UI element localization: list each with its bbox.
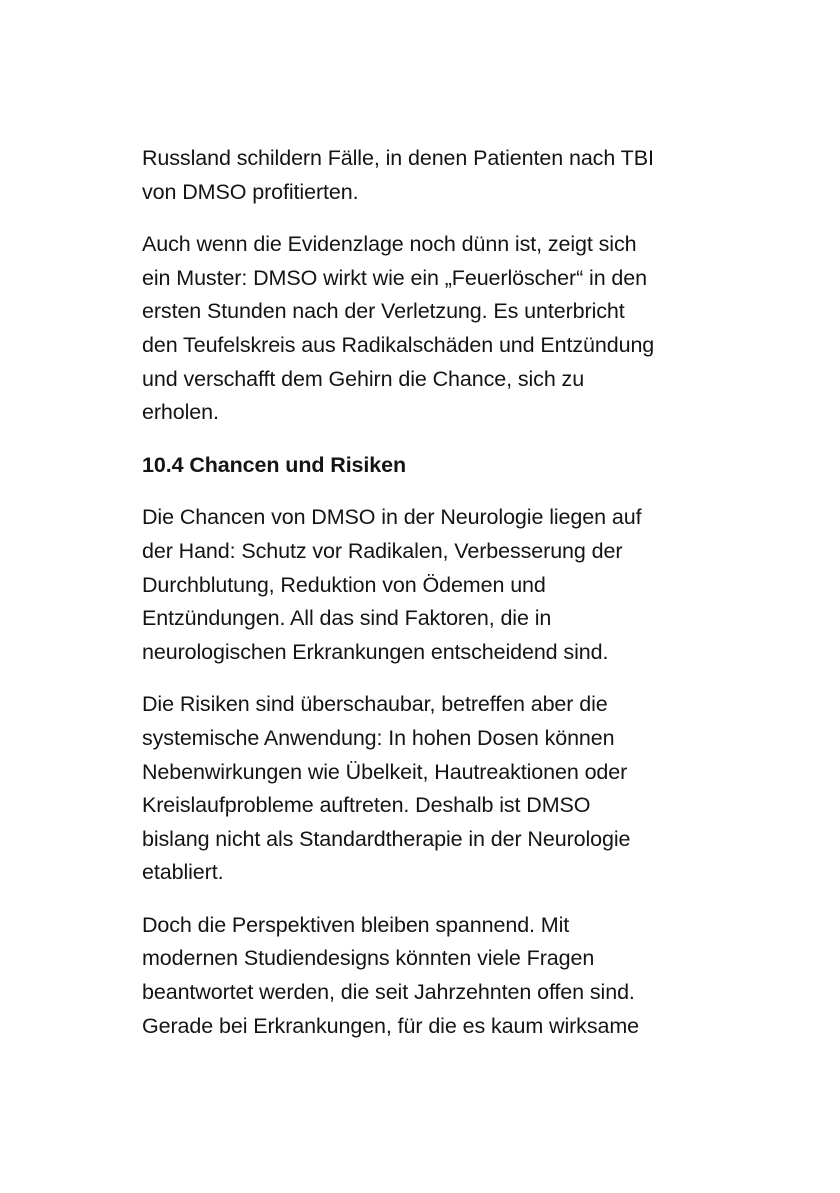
text-line: neurologischen Erkrankungen entscheidend sind.	[142, 639, 609, 664]
text-line: systemische Anwendung: In hohen Dosen können	[142, 725, 615, 750]
text-line: von DMSO profitierten.	[142, 179, 359, 204]
text-line: Russland schildern Fälle, in denen Patienten nach TBI	[142, 146, 654, 170]
text-line: modernen Studiendesigns könnten viele Fragen	[142, 946, 595, 971]
text-line: Kreislaufprobleme auftreten. Deshalb ist DMSO	[142, 793, 591, 818]
text-line: den Teufelskreis aus Radikalschäden und Entzündung	[142, 332, 655, 357]
text-line: Doch die Perspektiven bleiben spannend. Mit	[142, 912, 570, 937]
paragraph-evidence	[142, 228, 712, 430]
text-line: ersten Stunden nach der Verletzung. Es unterbricht	[142, 299, 625, 324]
text-line: Nebenwirkungen wie Übelkeit, Hautreaktionen oder	[142, 759, 628, 784]
text-line: beantwortet werden, die seit Jahrzehnten offen sind.	[142, 980, 635, 1005]
text-line: Auch wenn die Evidenzlage noch dünn ist, zeigt sich	[142, 232, 637, 257]
text-line: und verschafft dem Gehirn die Chance, sich zu	[142, 366, 585, 391]
text-line: Entzündungen. All das sind Faktoren, die in	[142, 606, 552, 631]
text-line: der Hand: Schutz vor Radikalen, Verbesserung der	[142, 538, 623, 563]
paragraph-chances	[142, 501, 712, 669]
paragraph-tbi-cases	[142, 142, 712, 209]
paragraph-risks	[142, 688, 712, 890]
text-line: Die Chancen von DMSO in der Neurologie liegen auf	[142, 505, 642, 530]
text-line: etabliert.	[142, 860, 224, 885]
text-line: ein Muster: DMSO wirkt wie ein „Feuerlöscher“ in den	[142, 265, 647, 290]
paragraph-perspectives	[142, 909, 712, 1043]
text-line: bislang nicht als Standardtherapie in der Neurologie	[142, 826, 631, 851]
page-body	[142, 142, 712, 1062]
text-line: Gerade bei Erkrankungen, für die es kaum wirksame	[142, 1013, 640, 1038]
text-line: erholen.	[142, 400, 219, 425]
section-heading: 10.4 Chancen und Risiken	[142, 452, 407, 477]
text-line: Die Risiken sind überschaubar, betreffen aber die	[142, 692, 608, 717]
text-line: Durchblutung, Reduktion von Ödemen und	[142, 572, 546, 597]
